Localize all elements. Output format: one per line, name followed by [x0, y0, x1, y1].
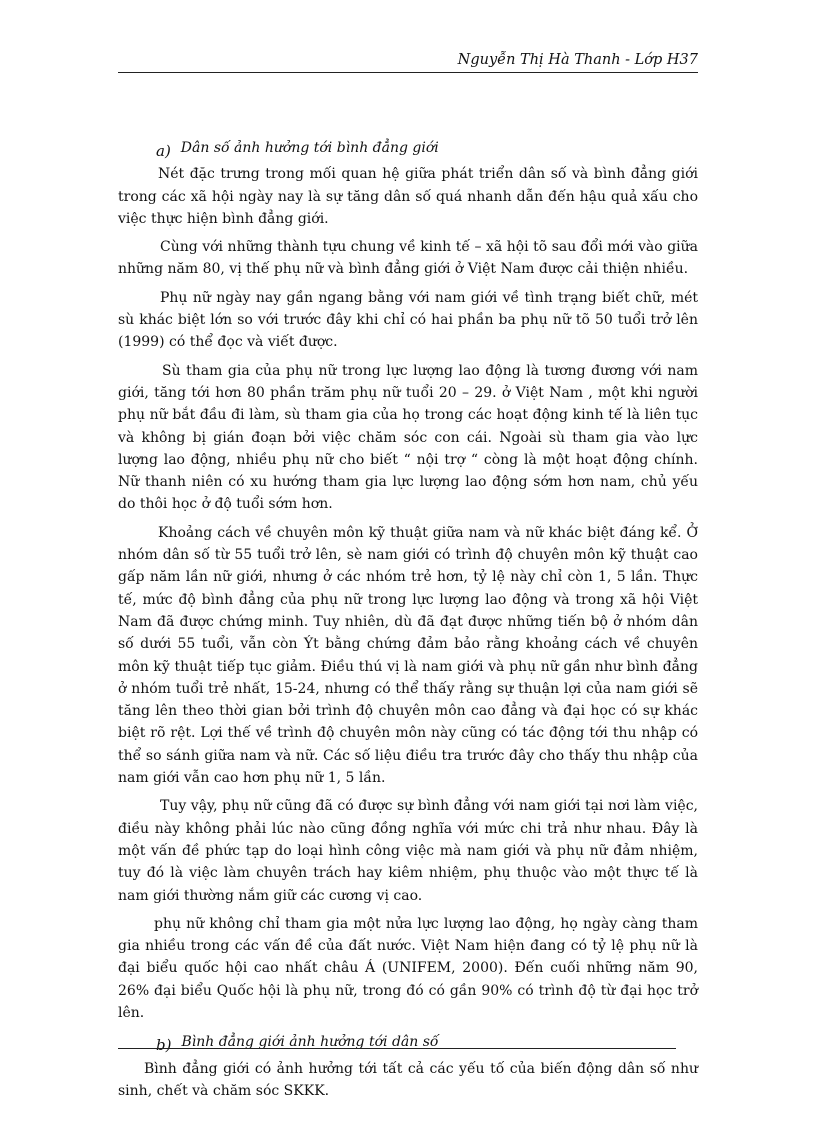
- header-divider: [118, 72, 698, 73]
- paragraph: Phụ nữ ngày nay gần ngang bằng với nam giới về tình trạng biết chữ, mét sù khác biệt lớn so với trước đây khi chỉ có hai phần ba phụ nữ tõ 50 tuổi trở lên (1999) có thể đọc và viết được.: [118, 289, 698, 351]
- paragraph: Khoảng cách về chuyên môn kỹ thuật giữa nam và nữ khác biệt đáng kể. Ở nhóm dân số từ 55 tuổi trở lên, sè nam giới có trình độ chuyên môn kỹ thuật cao gấp năm lần nữ giới, nhưng ở các nhóm trẻ hơn, tỷ lệ này chỉ còn 1, 5 lần. Thực tế, mức độ bình đẳng của phụ nữ trong lực lượng lao động và trong xã hội Việt Nam đã được chứng minh. Tuy nhiên, dù đã đạt được những tiến bộ ở nhóm dân số dưới 55 tuổi, vẫn còn Ýt bằng chứng đảm bảo rằng khoảng cách về chuyên môn kỹ thuật tiếp tục giảm. Điều thú vị là nam giới và phụ nữ gần như bình đẳng ở nhóm tuổi trẻ nhất, 15-24, nhưng có thể thấy rằng sự thuận lợi của nam giới sẽ tăng lên theo thời gian bởi trình độ chuyên môn cao đẳng và đại học có sự khác biệt rõ rệt. Lợi thế về trình độ chuyên môn này cũng có tác động tới thu nhập có thể so sánh giữa nam và nữ. Các số liệu điều tra trước đây cho thấy thu nhập của nam giới vẫn cao hơn phụ nữ 1, 5 lần.: [118, 524, 698, 787]
- paragraph: Sù tham gia của phụ nữ trong lực lượng lao động là tương đương với nam giới, tăng tới hơn 80 phần trăm phụ nữ tuổi 20 – 29. ở Việt Nam , một khi người phụ nữ bắt đầu đi làm, sù tham gia của họ trong các hoạt động kinh tế là liên tục và không bị gián đoạn bởi việc chăm sóc con cái. Ngoài sù tham gia vào lực lượng lao động, nhiều phụ nữ cho biết “ nội trợ “ còng là một hoạt động chính. Nữ thanh niên có xu hướng tham gia lực lượng lao động sớm hơn nam, chủ yếu do thôi học ở độ tuổi sớm hơn.: [118, 362, 698, 513]
- paragraph: Nét đặc trưng trong mối quan hệ giữa phát triển dân số và bình đẳng giới trong các xã hội ngày nay là sự tăng dân số quá nhanh dẫn đến hậu quả xấu cho việc thực hiện bình đẳng giới.: [118, 166, 698, 227]
- section-a-marker: a): [156, 142, 171, 160]
- section-b-heading: [118, 1030, 698, 1053]
- paragraph: Cùng với những thành tựu chung về kinh tế – xã hội tõ sau đổi mới vào giữa những năm 80, vị thế phụ nữ và bình đẳng giới ở Việt Nam được cải thiện nhiều.: [118, 239, 698, 278]
- paragraph: Bình đẳng giới có ảnh hưởng tới tất cả các yếu tố của biến động dân số như sinh, chết và chăm sóc SKKK.: [118, 1060, 698, 1099]
- paragraph: phụ nữ không chỉ tham gia một nửa lực lượng lao động, họ ngày càng tham gia nhiều trong các vấn đề của đất nước. Việt Nam hiện đang có tỷ lệ phụ nữ là đại biểu quốc hội cao nhất châu Á (UNIFEM, 2000). Đến cuối những năm 90, 26% đại biểu Quốc hội là phụ nữ, trong đó có gần 90% có trình độ từ đại học trở lên.: [118, 915, 698, 1021]
- footer-divider: [118, 1048, 676, 1049]
- page-header: Nguyễn Thị Hà Thanh - Lớp H37: [457, 52, 698, 68]
- section-a-heading: [118, 136, 698, 159]
- section-b-marker: b): [156, 1036, 172, 1055]
- paragraph: Tuy vậy, phụ nữ cũng đã có được sự bình đẳng với nam giới tại nơi làm việc, điều này không phải lúc nào cũng đồng nghĩa với mức chi trả như nhau. Đây là một vấn đề phức tạp do loại hình công việc mà nam giới và phụ nữ đảm nhiệm, tuy đó là việc làm chuyên trách hay kiêm nhiệm, phụ thuộc vào một thực tế là nam giới thường nắm giữ các cương vị cao.: [118, 798, 698, 904]
- section-b-title: Bình đẳng giới ảnh hưởng tới dân số: [181, 1034, 439, 1051]
- section-a-title: Dân số ảnh hưởng tới bình đẳng giới: [180, 140, 439, 156]
- document-body: [118, 136, 698, 1108]
